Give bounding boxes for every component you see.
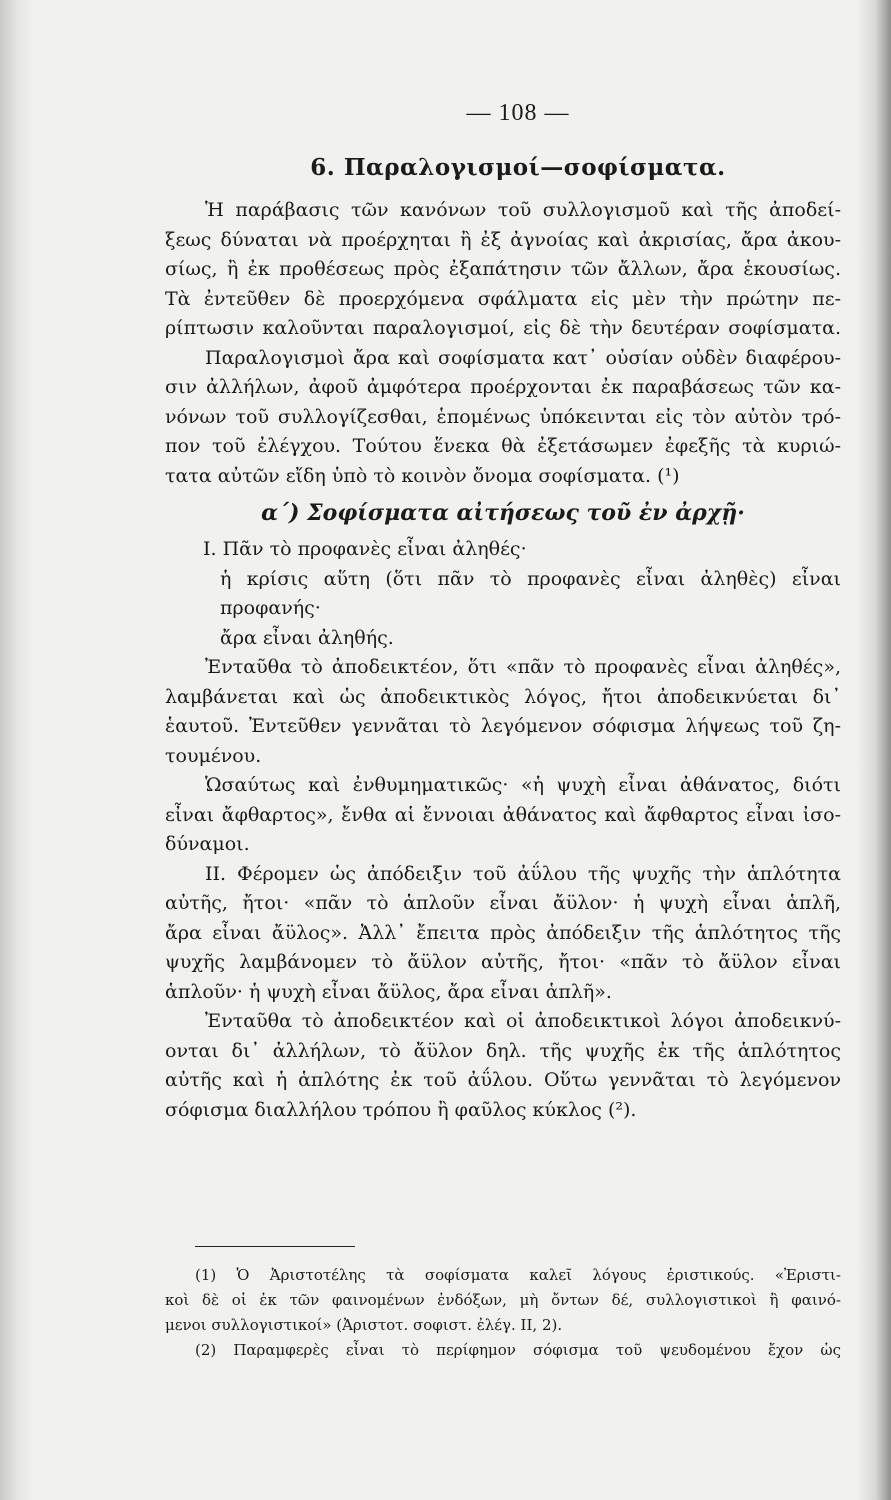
footnote-line: (2) Παραμφερὲς εἶναι τὸ περίφημον σόφισμα τοῦ ψευδομένου ἔχον ὡς [195, 1341, 841, 1359]
body-text [165, 196, 841, 1125]
syllogism-line: προφανής· [220, 597, 321, 619]
syllogism-line: ἄρα εἶναι ἀληθής. [220, 626, 394, 649]
text-line: Ἡ παράβασις τῶν κανόνων τοῦ συλλογισμοῦ καὶ τῆς ἀποδεί- [205, 199, 841, 221]
text-line: II. Φέρομεν ὡς ἀπόδειξιν τοῦ ἀΰλου τῆς ψυχῆς τὴν ἁπλότητα [205, 862, 841, 885]
page-right-edge-shadow [857, 0, 891, 1500]
subheading: α΄) Σοφίσματα αἰτήσεως τοῦ ἐν ἀρχῇ· [261, 500, 745, 526]
page-left-edge-shadow [0, 0, 34, 1500]
text-line: δύναμοι. [165, 833, 250, 855]
text-line: αὐτῆς καὶ ἡ ἁπλότης ἐκ τοῦ ἀΰλου. Οὕτω γεννᾶται τὸ λεγόμενον [165, 1069, 841, 1091]
footnote-line: κοὶ δὲ οἱ ἐκ τῶν φαινομένων ἐνδόξων, μὴ ὄντων δέ, συλλογιστικοὶ ἢ φαινό- [165, 1291, 841, 1309]
syllogism-line: ἡ κρίσις αὕτη (ὅτι πᾶν τὸ προφανὲς εἶναι ἀληθὲς) εἶναι [220, 567, 841, 590]
text-line: λαμβάνεται καὶ ὡς ἀποδεικτικὸς λόγος, ἤτοι ἀποδεικνύεται δι᾽ [165, 685, 841, 708]
text-line: Ὡσαύτως καὶ ἐνθυμηματικῶς· «ἡ ψυχὴ εἶναι ἀθάνατος, διότι [205, 774, 841, 796]
text-line: Τὰ ἐντεῦθεν δὲ προερχόμενα σφάλματα εἰς μὲν τὴν πρώτην πε- [165, 287, 841, 310]
footnote-divider [195, 1246, 355, 1247]
text-line: τατα αὐτῶν εἴδη ὑπὸ τὸ κοινὸν ὄνομα σοφίσματα. (¹) [165, 464, 680, 487]
text-line: ἑαυτοῦ. Ἐντεῦθεν γεννᾶται τὸ λεγόμενον σόφισμα λήψεως τοῦ ζη- [165, 715, 841, 737]
text-line: Ἐνταῦθα τὸ ἀποδεικτέον, ὅτι «πᾶν τὸ προφανὲς εἶναι ἀληθές», [205, 656, 841, 678]
page-number: — 108 — [466, 100, 570, 126]
text-line: Παραλογισμοὶ ἄρα καὶ σοφίσματα κατ᾽ οὐσίαν οὐδὲν διαφέρου- [205, 346, 841, 369]
footnotes [165, 1263, 841, 1363]
text-line: σόφισμα διαλλήλου τρόπου ἢ φαῦλος κύκλος (²). [165, 1098, 637, 1121]
text-line: ξεως δύναται νὰ προέρχηται ἢ ἐξ ἀγνοίας καὶ ἀκρισίας, ἄρα ἀκου- [165, 228, 841, 251]
text-line: ρίπτωσιν καλοῦνται παραλογισμοί, εἰς δὲ τὴν δευτέραν σοφίσματα. [165, 317, 841, 339]
book-page [165, 0, 841, 1500]
text-line: ονται δι᾽ ἀλλήλων, τὸ ἄϋλον δηλ. τῆς ψυχῆς ἐκ τῆς ἁπλότητος [165, 1039, 841, 1062]
text-line: νόνων τοῦ συλλογίζεσθαι, ἑπομένως ὑπόκεινται εἰς τὸν αὐτὸν τρό- [165, 405, 841, 428]
text-line: τουμένου. [165, 744, 262, 767]
text-line: Ἐνταῦθα τὸ ἀποδεικτέον καὶ οἱ ἀποδεικτικοὶ λόγοι ἀποδεικνύ- [205, 1010, 841, 1032]
syllogism-line: I. Πᾶν τὸ προφανὲς εἶναι ἀληθές· [203, 538, 527, 560]
footnote-line: μενοι συλλογιστικοί» (Ἀριστοτ. σοφιστ. ἐλέγ. II, 2). [165, 1316, 563, 1334]
footnote-line: (1) Ὁ Ἀριστοτέλης τὰ σοφίσματα καλεῖ λόγους ἐριστικούς. «Ἐριστι- [195, 1266, 841, 1284]
text-line: εἶναι ἄφθαρτος», ἔνθα αἱ ἔννοιαι ἀθάνατος καὶ ἄφθαρτος εἶναι ἰσο- [165, 803, 841, 826]
text-line: ἄρα εἶναι ἄϋλος». Ἀλλ᾽ ἔπειτα πρὸς ἀπόδειξιν τῆς ἁπλότητος τῆς [165, 921, 841, 944]
text-line: σιν ἀλλήλων, ἀφοῦ ἀμφότερα προέρχονται ἐκ παραβάσεως τῶν κα- [165, 376, 841, 398]
text-line: αὐτῆς, ἤτοι· «πᾶν τὸ ἁπλοῦν εἶναι ἄϋλον· ἡ ψυχὴ εἶναι ἁπλῆ, [165, 892, 841, 914]
section-title: 6. Παραλογισμοί—σοφίσματα. [310, 154, 726, 181]
text-line: ἁπλοῦν· ἡ ψυχὴ εἶναι ἄϋλος, ἄρα εἶναι ἁπλῆ». [165, 980, 612, 1003]
text-line: σίως, ἢ ἐκ προθέσεως πρὸς ἐξαπάτησιν τῶν ἄλλων, ἄρα ἑκουσίως. [165, 258, 841, 280]
text-line: πον τοῦ ἐλέγχου. Τούτου ἕνεκα θὰ ἐξετάσωμεν ἐφεξῆς τὰ κυριώ- [165, 435, 841, 457]
text-line: ψυχῆς λαμβάνομεν τὸ ἄϋλον αὐτῆς, ἤτοι· «πᾶν τὸ ἄϋλον εἶναι [165, 951, 841, 973]
